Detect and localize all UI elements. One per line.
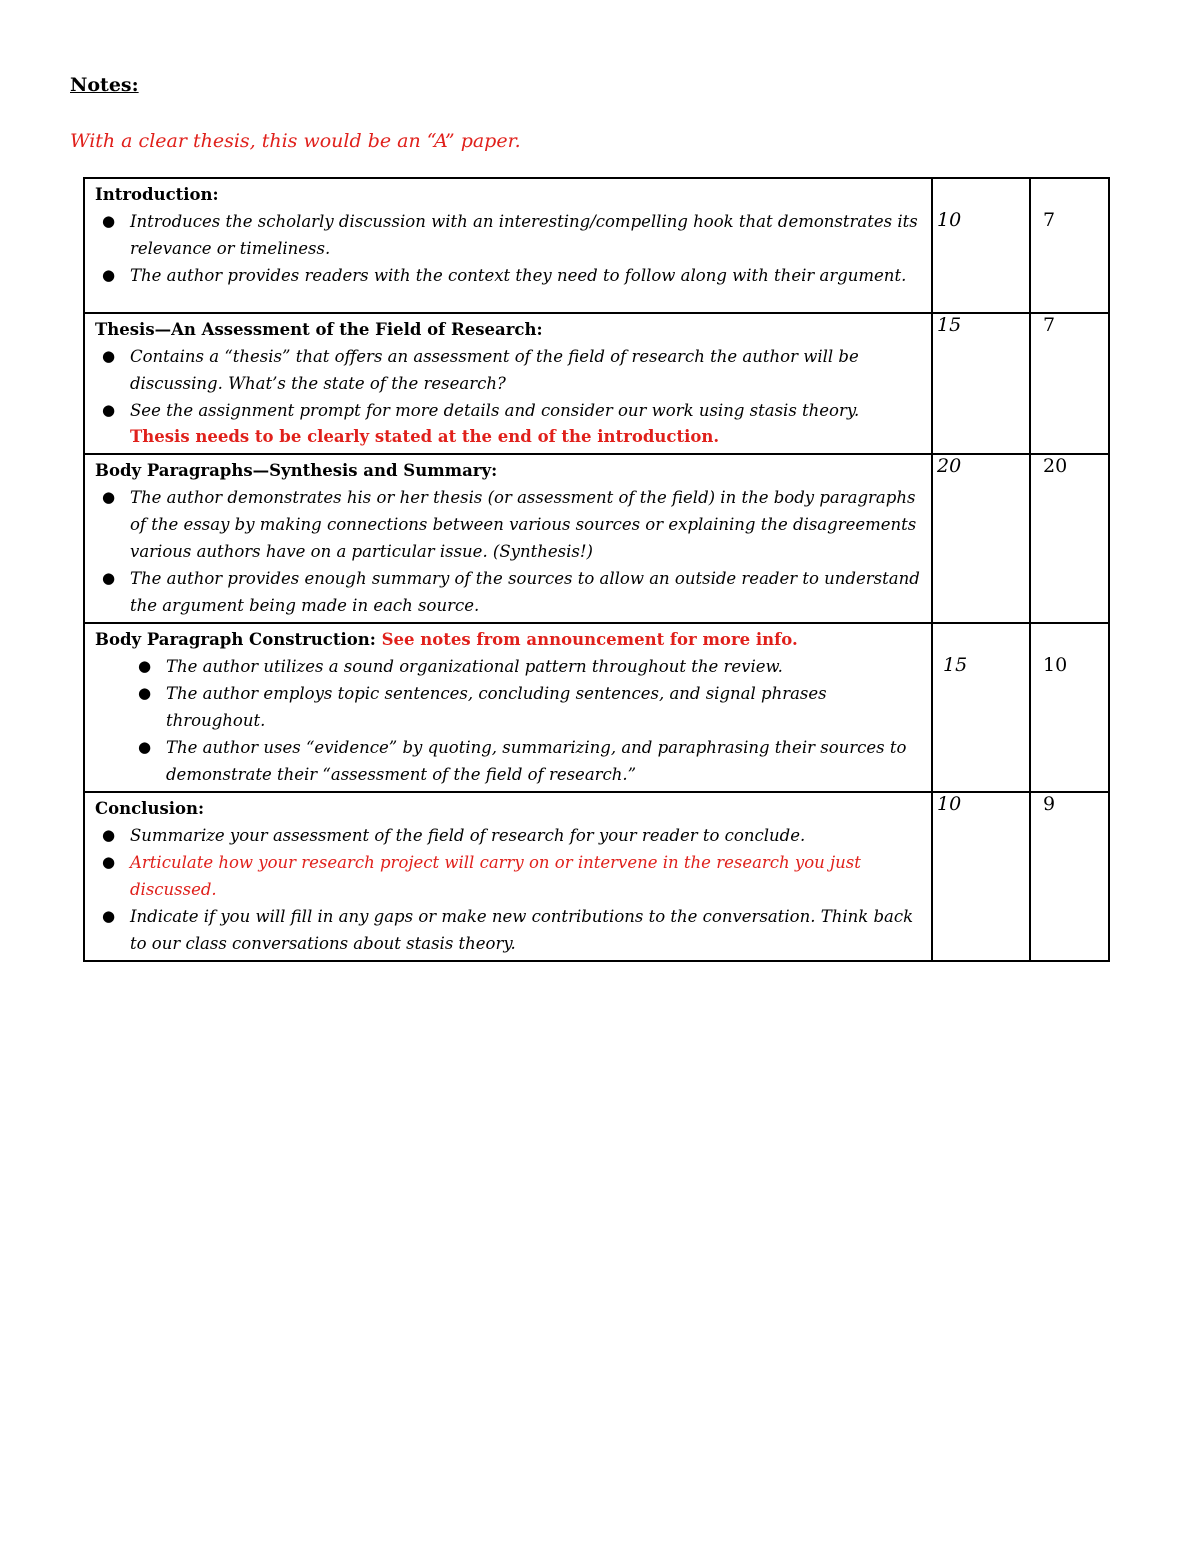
rubric-row-body-paragraphs bbox=[84, 454, 1109, 623]
rubric-row-paragraph-construction bbox=[84, 623, 1109, 792]
score-cell bbox=[1030, 792, 1109, 961]
criterion-item: ● Introduces the scholarly discussion with an interesting/compelling hook that demonstrates its relevance or timeliness. bbox=[95, 208, 923, 262]
criterion-cell bbox=[84, 623, 932, 792]
points-possible-cell bbox=[932, 792, 1030, 961]
bullet-icon: ● bbox=[138, 684, 152, 702]
criterion-cell bbox=[84, 792, 932, 961]
criterion-cell bbox=[84, 178, 932, 313]
score-cell bbox=[1030, 313, 1109, 454]
bullet-icon: ● bbox=[138, 738, 152, 756]
bullet-icon: ● bbox=[102, 853, 116, 871]
criterion-list bbox=[95, 653, 923, 788]
rubric-table bbox=[83, 177, 1110, 962]
points-possible-cell bbox=[932, 178, 1030, 313]
criterion-title: Thesis—An Assessment of the Field of Research: bbox=[95, 320, 543, 339]
criterion-list bbox=[95, 822, 923, 957]
notes-heading: Notes: bbox=[70, 74, 139, 96]
criterion-title: Introduction: bbox=[95, 185, 219, 204]
criterion-list bbox=[95, 343, 923, 424]
score-cell bbox=[1030, 178, 1109, 313]
criterion-item: ● The author provides readers with the context they need to follow along with their argument. bbox=[95, 262, 923, 289]
points-possible: 15 bbox=[943, 654, 968, 676]
rubric-row-introduction bbox=[84, 178, 1109, 313]
rubric-row-conclusion bbox=[84, 792, 1109, 961]
bullet-icon: ● bbox=[102, 488, 116, 506]
score-awarded: 7 bbox=[1043, 314, 1056, 336]
grader-inline-note: See notes from announcement for more info. bbox=[381, 630, 798, 649]
criterion-item: ● The author employs topic sentences, concluding sentences, and signal phrases throughout. bbox=[95, 680, 923, 734]
criterion-title: Body Paragraph Construction: See notes from announcement for more info. bbox=[95, 630, 798, 649]
bullet-icon: ● bbox=[102, 826, 116, 844]
bullet-icon: ● bbox=[102, 401, 116, 419]
criterion-item: ● Indicate if you will fill in any gaps or make new contributions to the conversation. Think back to our class conversations about stasis theory. bbox=[95, 903, 923, 957]
points-possible: 10 bbox=[937, 209, 962, 231]
criterion-item: ● The author uses “evidence” by quoting, summarizing, and paraphrasing their sources to demonstrate their “assessment of the field of research.” bbox=[95, 734, 923, 788]
criterion-cell bbox=[84, 313, 932, 454]
criterion-item: ● Contains a “thesis” that offers an assessment of the field of research the author will be discussing. What’s the state of the research? bbox=[95, 343, 923, 397]
score-cell bbox=[1030, 454, 1109, 623]
bullet-icon: ● bbox=[102, 907, 116, 925]
criterion-cell bbox=[84, 454, 932, 623]
criterion-title: Conclusion: bbox=[95, 799, 205, 818]
points-possible: 20 bbox=[937, 455, 962, 477]
score-awarded: 10 bbox=[1043, 654, 1068, 676]
rubric-row-thesis bbox=[84, 313, 1109, 454]
criterion-title: Body Paragraphs—Synthesis and Summary: bbox=[95, 461, 498, 480]
grader-comment: With a clear thesis, this would be an “A” paper. bbox=[70, 130, 521, 152]
criterion-list bbox=[95, 484, 923, 619]
points-possible-cell bbox=[932, 313, 1030, 454]
points-possible-cell bbox=[932, 623, 1030, 792]
score-awarded: 20 bbox=[1043, 455, 1068, 477]
points-possible: 15 bbox=[937, 314, 962, 336]
criterion-item: ● The author utilizes a sound organizational pattern throughout the review. bbox=[95, 653, 923, 680]
score-cell bbox=[1030, 623, 1109, 792]
grader-inline-note: Thesis needs to be clearly stated at the end of the introduction. bbox=[130, 427, 720, 446]
criterion-item: ● The author provides enough summary of the sources to allow an outside reader to understand the argument being made in each source. bbox=[95, 565, 923, 619]
criterion-item-highlighted: ● Articulate how your research project will carry on or intervene in the research you just discussed. bbox=[95, 849, 923, 903]
bullet-icon: ● bbox=[102, 347, 116, 365]
criterion-item: ● Summarize your assessment of the field of research for your reader to conclude. bbox=[95, 822, 923, 849]
points-possible-cell bbox=[932, 454, 1030, 623]
criterion-item: ● See the assignment prompt for more details and consider our work using stasis theory. bbox=[95, 397, 923, 424]
bullet-icon: ● bbox=[102, 266, 116, 284]
criterion-item: ● The author demonstrates his or her thesis (or assessment of the field) in the body paragraphs of the essay by making connections between various sources or explaining the disagreements various authors have on a particular issue. (Synthesis!) bbox=[95, 484, 923, 565]
points-possible: 10 bbox=[937, 793, 962, 815]
score-awarded: 9 bbox=[1043, 793, 1056, 815]
criterion-list bbox=[95, 208, 923, 289]
bullet-icon: ● bbox=[102, 212, 116, 230]
bullet-icon: ● bbox=[138, 657, 152, 675]
score-awarded: 7 bbox=[1043, 209, 1056, 231]
bullet-icon: ● bbox=[102, 569, 116, 587]
